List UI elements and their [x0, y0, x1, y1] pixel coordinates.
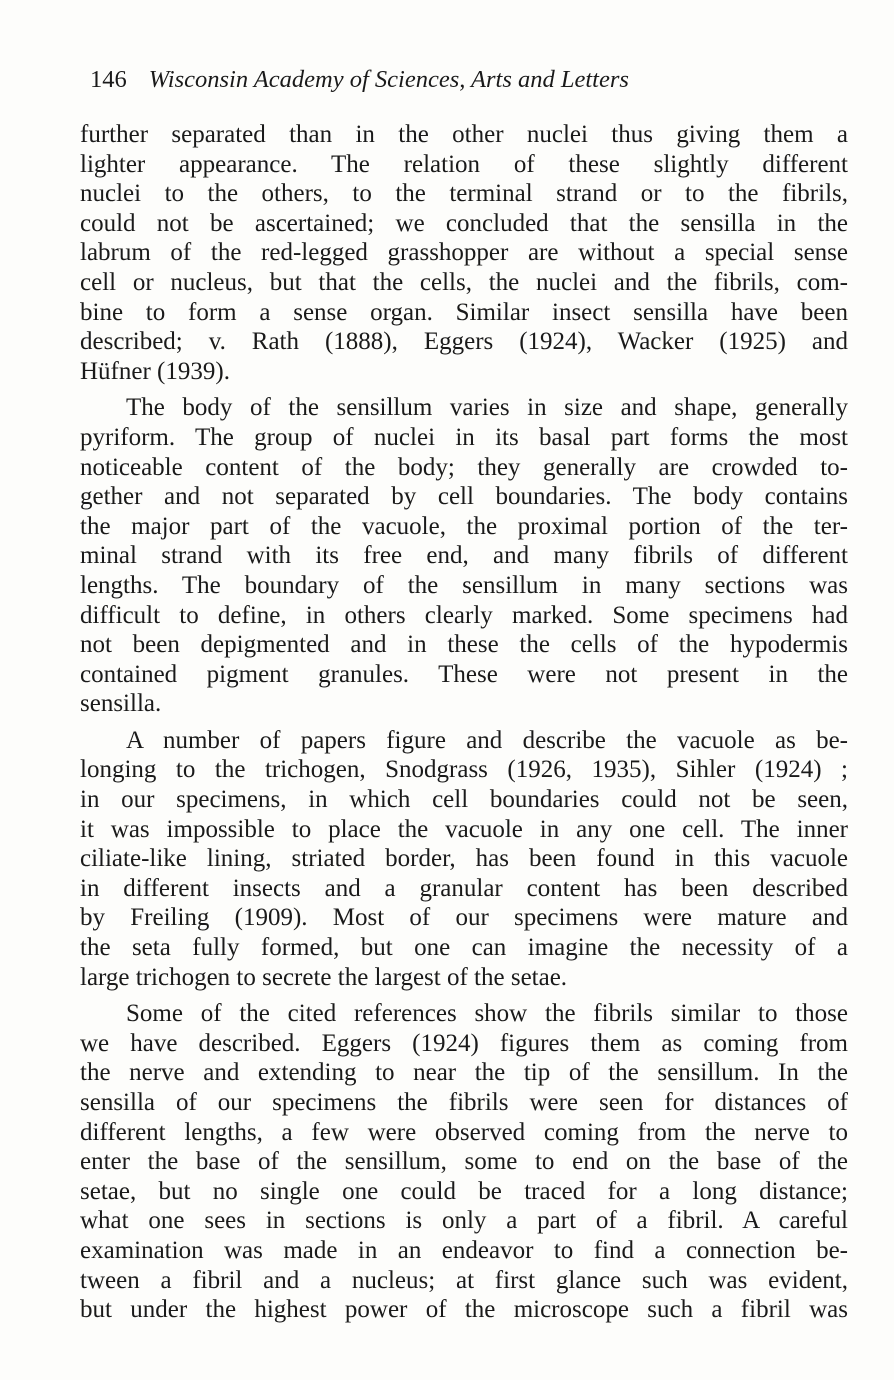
text-line: but under the highest power of the microscope such a fibril was	[80, 1296, 848, 1324]
text-line: Some of the cited references show the fibrils similar to those	[126, 1000, 848, 1028]
text-line: sensilla of our specimens the fibrils were seen for distances of	[80, 1089, 848, 1116]
text-line: what one sees in sections is only a part of a fibril. A careful	[80, 1207, 848, 1235]
text-line: contained pigment granules. These were not present in the	[80, 660, 848, 688]
text-line: setae, but no single one could be traced for a long distance;	[80, 1177, 848, 1205]
text-line: not been depigmented and in these the cells of the hypodermis	[80, 631, 848, 659]
body-text	[80, 120, 848, 1332]
paragraph-2	[80, 393, 848, 719]
text-line: in our specimens, in which cell boundaries could not be seen,	[80, 786, 848, 814]
text-line: the major part of the vacuole, the proximal portion of the ter-	[80, 512, 848, 540]
text-line: lengths. The boundary of the sensillum in many sections was	[80, 571, 848, 599]
journal-title: Wisconsin Academy of Sciences, Arts and Letters	[148, 66, 629, 93]
text-line: examination was made in an endeavor to find a connection be-	[80, 1236, 848, 1264]
text-line: the seta fully formed, but one can imagine the necessity of a	[80, 934, 848, 962]
text-line: by Freiling (1909). Most of our specimens were mature and	[80, 904, 848, 932]
text-line: nuclei to the others, to the terminal strand or to the fibrils,	[80, 180, 848, 208]
text-line: labrum of the red-legged grasshopper are without a special sense	[80, 239, 848, 267]
text-line: The body of the sensillum varies in size and shape, generally	[126, 394, 848, 422]
text-line: further separated than in the other nuclei thus giving them a	[80, 121, 848, 148]
running-head	[90, 62, 790, 98]
text-line: enter the base of the sensillum, some to end on the base of the	[80, 1148, 848, 1176]
text-line: in different insects and a granular content has been described	[80, 874, 848, 902]
text-line: described; v. Rath (1888), Eggers (1924), Wacker (1925) and	[80, 328, 848, 356]
text-line: ciliate-like lining, striated border, has been found in this vacuole	[80, 845, 848, 873]
text-line: gether and not separated by cell boundaries. The body contains	[80, 483, 848, 511]
text-line: lighter appearance. The relation of these slightly different	[80, 150, 848, 178]
text-line: longing to the trichogen, Snodgrass (1926, 1935), Sihler (1924) ;	[80, 756, 848, 784]
page-number: 146	[90, 66, 127, 93]
paragraph-1	[80, 120, 848, 386]
text-line: could not be ascertained; we concluded that the sensilla in the	[80, 209, 848, 237]
text-line: it was impossible to place the vacuole in any one cell. The inner	[80, 815, 848, 843]
text-line: cell or nucleus, but that the cells, the nuclei and the fibrils, com-	[80, 268, 848, 296]
text-line: tween a fibril and a nucleus; at first glance such was evident,	[80, 1266, 848, 1294]
text-line: large trichogen to secrete the largest of the setae.	[80, 963, 568, 991]
text-line: minal strand with its free end, and many fibrils of different	[80, 542, 848, 570]
paragraph-3	[80, 726, 848, 992]
text-line: A number of papers figure and describe the vacuole as be-	[126, 726, 848, 754]
text-line: pyriform. The group of nuclei in its basal part forms the most	[80, 423, 848, 451]
text-line: sensilla.	[80, 690, 162, 718]
text-line: difficult to define, in others clearly marked. Some specimens had	[80, 601, 848, 629]
paragraph-4	[80, 999, 848, 1325]
text-line: bine to form a sense organ. Similar insect sensilla have been	[80, 298, 848, 326]
text-line: the nerve and extending to near the tip of the sensillum. In the	[80, 1059, 848, 1087]
text-line: Hüfner (1939).	[80, 357, 230, 385]
text-line: noticeable content of the body; they generally are crowded to-	[80, 453, 848, 481]
text-line: different lengths, a few were observed coming from the nerve to	[80, 1118, 848, 1146]
text-line: we have described. Eggers (1924) figures them as coming from	[80, 1029, 848, 1057]
